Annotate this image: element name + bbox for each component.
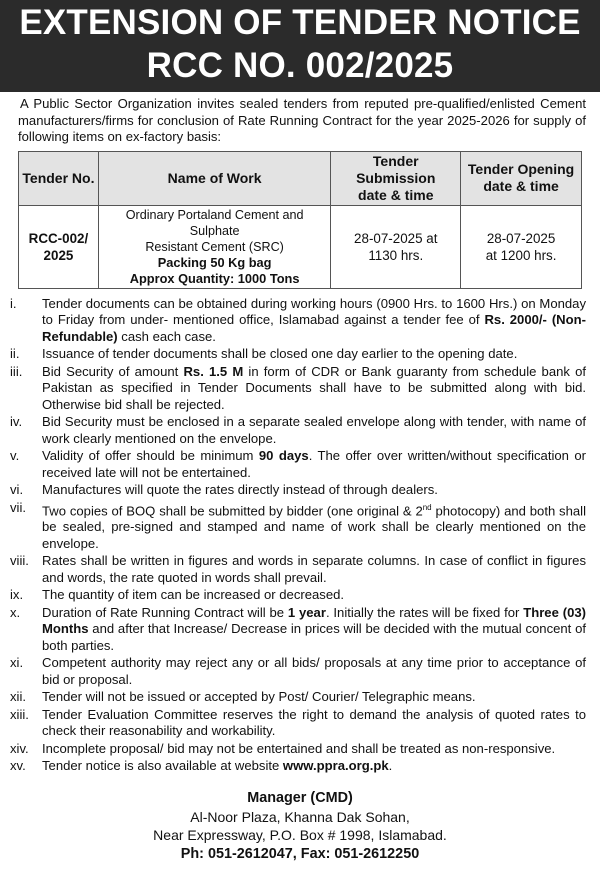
address-line-1: Al-Noor Plaza, Khanna Dak Sohan, xyxy=(190,808,410,825)
list-item xyxy=(6,364,586,414)
work-line-1: Ordinary Portaland Cement and Sulphate xyxy=(125,207,304,238)
item-number: xi. xyxy=(10,655,24,671)
header-name-of-work: Name of Work xyxy=(98,151,330,205)
list-item xyxy=(6,482,586,499)
contact-footer xyxy=(0,789,600,863)
item-number: xv. xyxy=(10,758,26,774)
cell-tender-no xyxy=(19,205,99,288)
list-item xyxy=(6,346,586,363)
list-item xyxy=(6,741,586,758)
item-text: Tender notice is also available at website www.ppra.org.pk. xyxy=(42,758,393,774)
item-text: Two copies of BOQ shall be submitted by bidder (one original & 2nd photocopy) and both shall be sealed, pre-signed and stamped and name of work shall be clearly mentioned on the envelope. xyxy=(42,502,586,551)
item-text: Tender will not be issued or accepted by Post/ Courier/ Telegraphic means. xyxy=(42,689,476,705)
table-row xyxy=(19,205,582,288)
header-submission-l2: date & time xyxy=(358,186,434,203)
item-text: Manufactures will quote the rates directly instead of through dealers. xyxy=(42,482,438,497)
item-text: Tender Evaluation Committee reserves the right to demand the analysis of quoted rates to check their reasonability and workability. xyxy=(42,706,586,739)
header-submission-l1: Tender Submission xyxy=(356,152,436,186)
table-header-row xyxy=(19,151,582,205)
item-text: Duration of Rate Running Contract will be 1 year. Initially the rates will be fixed for Three (03) Months and after that Increase/ Decrease in prices will be decided with the mutual concent of both parties. xyxy=(42,604,586,653)
item-number: xii. xyxy=(10,689,27,705)
tender-table xyxy=(18,151,582,289)
opening-time: at 1200 hrs. xyxy=(485,247,557,263)
header-tender-no: Tender No. xyxy=(19,151,99,205)
submission-date: 28-07-2025 at xyxy=(354,230,438,246)
list-item xyxy=(6,296,586,346)
header-opening-l1: Tender Opening xyxy=(467,161,575,177)
item-number: iv. xyxy=(10,414,23,429)
list-item xyxy=(6,587,586,604)
tender-no-l2: 2025 xyxy=(43,247,74,263)
cell-name-of-work xyxy=(98,205,330,288)
address-line-2: Near Expressway, P.O. Box # 1998, Islamabad. xyxy=(153,827,447,843)
item-number: iii. xyxy=(10,363,23,379)
tender-no-l1: RCC-002/ xyxy=(28,230,89,246)
item-text: Tender documents can be obtained during working hours (0900 Hrs. to 1600 Hrs.) on Monday to Friday from under- mentioned office, Islamabad against a tender fee of Rs. 2000/- (Non-Refundable) cash each case. xyxy=(42,295,586,344)
item-number: v. xyxy=(10,448,20,463)
work-quantity: Approx Quantity: 1000 Tons xyxy=(129,270,300,286)
cell-submission xyxy=(331,205,461,288)
item-text: Rates shall be written in figures and words in separate columns. In case of conflict in figures and words, the rate quoted in words shall prevail. xyxy=(42,553,586,585)
submission-time: 1130 hrs. xyxy=(368,247,424,263)
list-item xyxy=(6,553,586,586)
terms-list xyxy=(6,296,586,775)
item-text: Issuance of tender documents shall be closed one day earlier to the opening date. xyxy=(42,346,518,361)
header-opening-l2: date & time xyxy=(483,178,559,194)
website-link[interactable]: www.ppra.org.pk xyxy=(282,758,389,774)
item-number: xiv. xyxy=(10,740,29,756)
item-text: Validity of offer should be minimum 90 days. The offer over written/without specification or received late will not be entertained. xyxy=(42,448,586,480)
list-item xyxy=(6,758,586,775)
work-packing: Packing 50 Kg bag xyxy=(157,254,272,270)
work-line-2: Resistant Cement (SRC) xyxy=(145,239,284,254)
item-text: Bid Security of amount Rs. 1.5 M in form of CDR or Bank guaranty from schedule bank of Pakistan as specified in Tender Documents shall have to be submitted along with bid. Otherwise bid shall be rejected. xyxy=(42,363,587,412)
header-submission xyxy=(331,151,461,205)
header-opening xyxy=(461,151,582,205)
item-number: x. xyxy=(10,604,21,620)
list-item xyxy=(6,689,586,706)
notice-reference: RCC NO. 002/2025 xyxy=(146,46,454,85)
list-item xyxy=(6,448,586,481)
list-item xyxy=(6,707,586,740)
intro-paragraph: A Public Sector Organization invites sealed tenders from reputed pre-qualified/enlisted Cement manufacturers/firms for conclusion of Rate Running Contract for the year 2025-2026 for supply of following items on ex-factory basis: xyxy=(18,96,586,144)
opening-date: 28-07-2025 xyxy=(486,230,556,246)
item-number: ix. xyxy=(10,587,24,603)
notice-header xyxy=(0,0,600,92)
item-number: vi. xyxy=(10,482,24,497)
list-item xyxy=(6,605,586,655)
item-number: viii. xyxy=(10,553,29,569)
notice-title: EXTENSION OF TENDER NOTICE xyxy=(19,3,581,42)
item-text: Bid Security must be enclosed in a separate sealed envelope along with tender, with name of work clearly mentioned on the envelope. xyxy=(42,414,586,446)
item-text: Competent authority may reject any or all bids/ proposals at any time prior to acceptance of bid or proposal. xyxy=(42,655,586,687)
list-item xyxy=(6,655,586,688)
item-number: xiii. xyxy=(10,706,29,722)
item-number: vii. xyxy=(10,499,27,515)
item-number: ii. xyxy=(10,346,20,361)
item-text: Incomplete proposal/ bid may not be entertained and shall be treated as non-responsive. xyxy=(42,740,556,756)
item-text: The quantity of item can be increased or decreased. xyxy=(42,587,345,603)
phone-fax: Ph: 051-2612047, Fax: 051-2612250 xyxy=(180,845,420,862)
cell-opening xyxy=(461,205,582,288)
list-item xyxy=(6,500,586,553)
list-item xyxy=(6,414,586,447)
item-number: i. xyxy=(10,295,17,311)
manager-title: Manager (CMD) xyxy=(247,790,353,806)
